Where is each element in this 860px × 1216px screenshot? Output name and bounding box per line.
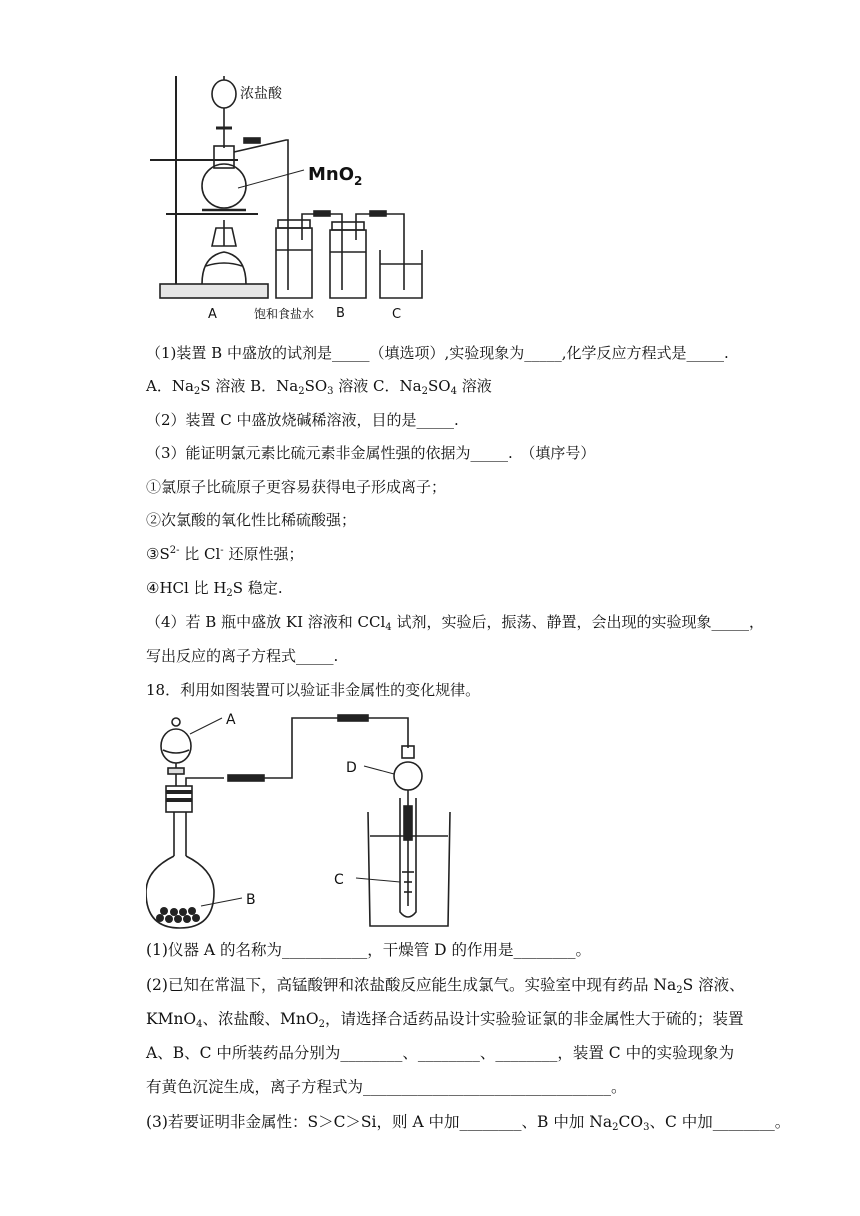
label-mno2-base: MnO — [308, 164, 355, 185]
label-b: B — [336, 306, 345, 321]
label-d: D — [346, 760, 357, 776]
opt-sub: 2 — [421, 386, 428, 397]
opt-text: 溶液 C．Na — [333, 377, 422, 395]
o3-text: 还原性强； — [223, 545, 304, 563]
opt-text: S 溶液 B．Na — [200, 377, 299, 395]
opt-text: SO — [427, 377, 451, 395]
label-a: A — [208, 307, 217, 322]
p4-sub: 4 — [385, 622, 392, 633]
q17-part3: （3）能证明氯元素比硫元素非金属性强的依据为_____. （填序号） — [146, 444, 596, 462]
label-b: B — [246, 892, 256, 908]
opt-text: A．Na — [146, 377, 194, 395]
q17-part2: （2）装置 C 中盛放烧碱稀溶液，目的是_____. — [146, 411, 459, 429]
q17-option-1: ①氯原子比硫原子更容易获得电子形成离子； — [146, 478, 447, 496]
label-c: C — [334, 872, 344, 888]
q18-part1: (1)仪器 A 的名称为___________，干燥管 D 的作用是________。 — [146, 941, 592, 959]
q17-part1: （1)装置 B 中盛放的试剂是_____（填选项）,实验现象为_____,化学反应方程式是_____. — [146, 344, 729, 362]
q17-part1-options — [146, 376, 492, 396]
q17-option-3 — [146, 544, 303, 564]
label-conc-hcl: 浓盐酸 — [240, 86, 282, 102]
q18-part2-line1 — [146, 975, 745, 995]
label-salt-water: 饱和食盐水 — [254, 307, 315, 321]
q18-part2-line4: 有黄色沉淀生成，离子方程式为________________________________。 — [146, 1078, 627, 1096]
o3-text: 比 Cl — [179, 545, 221, 563]
q18-text: 、浓盐酸、MnO — [202, 1010, 319, 1028]
q18-text: 、C 中加________。 — [649, 1113, 791, 1131]
figure-nonmetal-apparatus — [146, 706, 476, 934]
opt-sub: 2 — [298, 386, 305, 397]
q18-text: S 溶液、 — [682, 976, 745, 994]
p4-text: 试剂，实验后，振荡、静置，会出现的实验现象_____， — [391, 613, 764, 631]
figure-chlorine-apparatus — [146, 70, 446, 330]
q18-part2-line3: A、B、C 中所装药品分别为________、________、________，装置 C 中的实验现象为 — [146, 1044, 735, 1062]
opt-sub: 4 — [450, 386, 457, 397]
q18-sub: 2 — [676, 985, 683, 996]
o3-text: ③S — [146, 545, 170, 563]
opt-text: SO — [304, 377, 328, 395]
label-mno2-sub: 2 — [354, 174, 363, 188]
q18-part2-line2 — [146, 1009, 743, 1029]
q17-part4-line2: 写出反应的离子方程式_____. — [146, 647, 339, 665]
q18-text: ，请选择合适药品设计实验验证氯的非金属性大于硫的；装置 — [324, 1010, 744, 1028]
q17-option-4 — [146, 578, 283, 598]
o3-sup: - — [220, 545, 224, 556]
q18-text: (2)已知在常温下，高锰酸钾和浓盐酸反应能生成氯气。实验室中现有药品 Na — [146, 976, 677, 994]
q18-title: 18．利用如图装置可以验证非金属性的变化规律。 — [146, 681, 481, 699]
q18-sub: 2 — [612, 1122, 619, 1133]
opt-text: 溶液 — [456, 377, 492, 395]
label-mno2 — [308, 164, 362, 188]
opt-sub: 3 — [327, 386, 334, 397]
q18-text: (3)若要证明非金属性：S＞C＞Si，则 A 中加________、B 中加 Na — [146, 1113, 613, 1131]
q18-part3 — [146, 1112, 790, 1132]
q18-text: KMnO — [146, 1010, 197, 1028]
o4-sub: 2 — [226, 588, 233, 599]
o3-sup: 2- — [169, 545, 180, 556]
o4-text: S 稳定. — [232, 579, 283, 597]
label-c: C — [392, 307, 402, 322]
opt-sub: 2 — [193, 386, 201, 397]
q18-sub: 4 — [196, 1019, 203, 1030]
p4-text: （4）若 B 瓶中盛放 KI 溶液和 CCl — [146, 613, 386, 631]
q17-option-2: ②次氯酸的氧化性比稀硫酸强； — [146, 511, 357, 529]
o4-text: ④HCl 比 H — [146, 579, 227, 597]
q18-sub: 2 — [318, 1019, 325, 1030]
label-a: A — [226, 712, 236, 728]
q17-part4-line1 — [146, 612, 764, 632]
q18-text: CO — [618, 1113, 644, 1131]
q18-sub: 3 — [643, 1122, 650, 1133]
